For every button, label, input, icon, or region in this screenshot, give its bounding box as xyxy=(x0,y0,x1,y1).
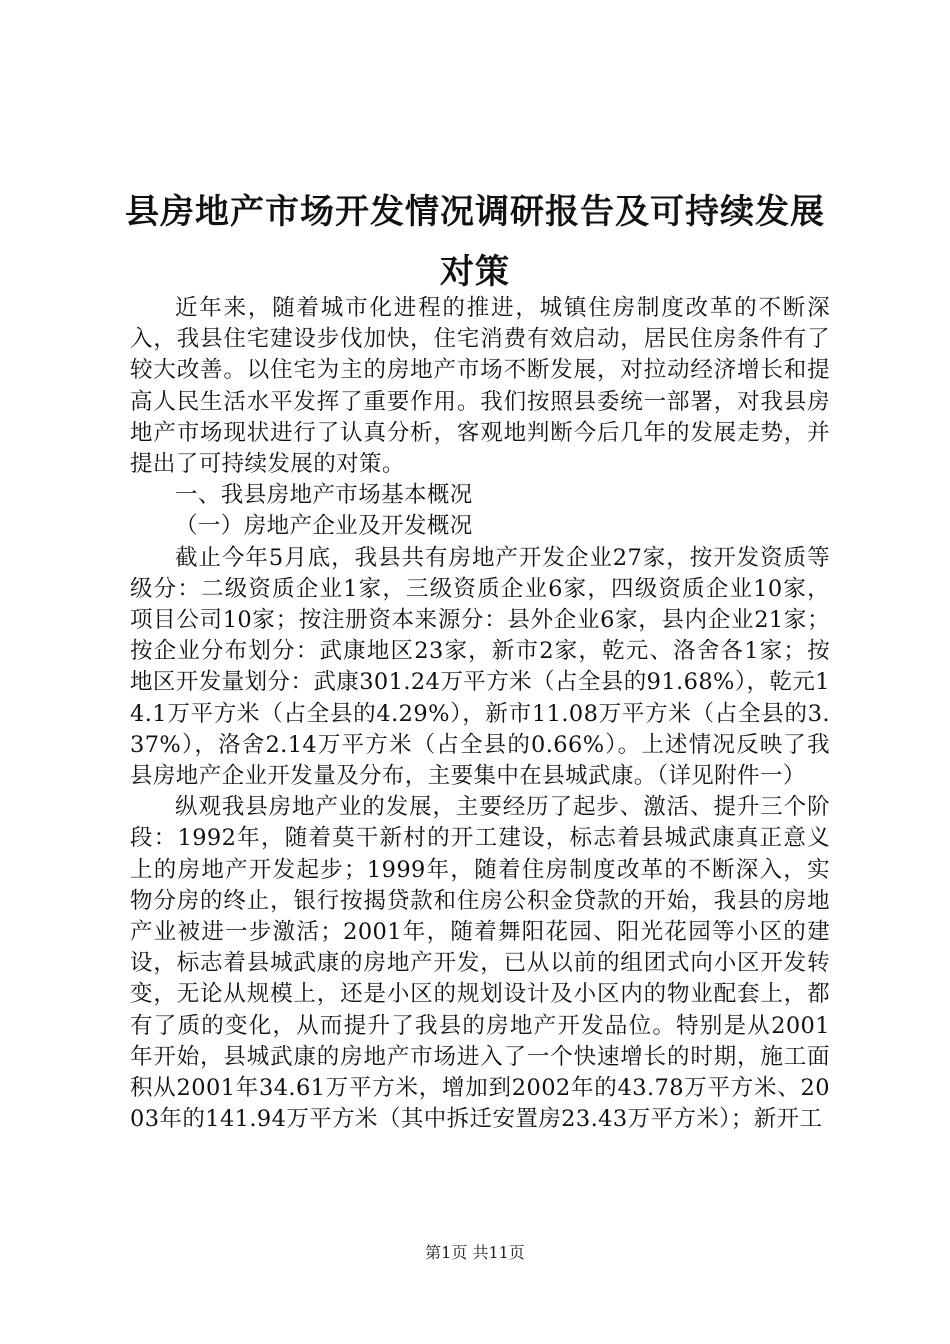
page-number: 第1页 共11页 xyxy=(425,1243,525,1262)
paragraph-development-stages: 纵观我县房地产业的发展，主要经历了起步、激活、提升三个阶段：1992年，随着莫干新村的开工建设，标志着县城武康真正意义上的房地产开发起步；1999年，随着住房制度改革的不断深入，实物分房的终止，银行按揭贷款和住房公积金贷款的开始，我县的房地产业被进一步激活；2001年，随着舞阳花园、阳光花园等小区的建设，标志着县城武康的房地产开发，已从以前的组团式向小区开发转变，无论从规模上，还是小区的规划设计及小区内的物业配套上，都有了质的变化，从而提升了我县的房地产开发品位。特别是从2001年开始，县城武康的房地产市场进入了一个快速增长的时期，施工面积从2001年34.61万平方米，增加到2002年的43.78万平方米、2003年的141.94万平方米（其中拆迁安置房23.43万平方米）；新开工 xyxy=(130,794,830,1133)
paragraph-intro: 近年来，随着城市化进程的推进，城镇住房制度改革的不断深入，我县住宅建设步伐加快，住宅消费有效启动，居民住房条件有了较大改善。以住宅为主的房地产市场不断发展，对拉动经济增长和提高人民生活水平发挥了重要作用。我们按照县委统一部署，对我县房地产市场现状进行了认真分析，客观地判断今后几年的发展走势，并提出了可持续发展的对策。 xyxy=(130,295,830,478)
document-body xyxy=(130,293,830,1135)
document-title: 县房地产市场开发情况调研报告及可持续发展对策 xyxy=(125,192,825,292)
paragraph-enterprises: 截止今年5月底，我县共有房地产开发企业27家，按开发资质等级分：二级资质企业1家，三级资质企业6家，四级资质企业10家，项目公司10家；按注册资本来源分：县外企业6家，县内企业21家；按企业分布划分：武康地区23家，新市2家，乾元、洛舍各1家；按地区开发量划分：武康301.24万平方米（占全县的91.68%），乾元14.1万平方米（占全县的4.29%），新市11.08万平方米（占全县的3.37%），洛舍2.14万平方米（占全县的0.66%）。上述情况反映了我县房地产企业开发量及分布，主要集中在县城武康。（详见附件一） xyxy=(130,544,830,790)
subsection-heading: （一）房地产企业及开发概况 xyxy=(175,513,473,540)
section-heading: 一、我县房地产市场基本概况 xyxy=(175,482,473,509)
